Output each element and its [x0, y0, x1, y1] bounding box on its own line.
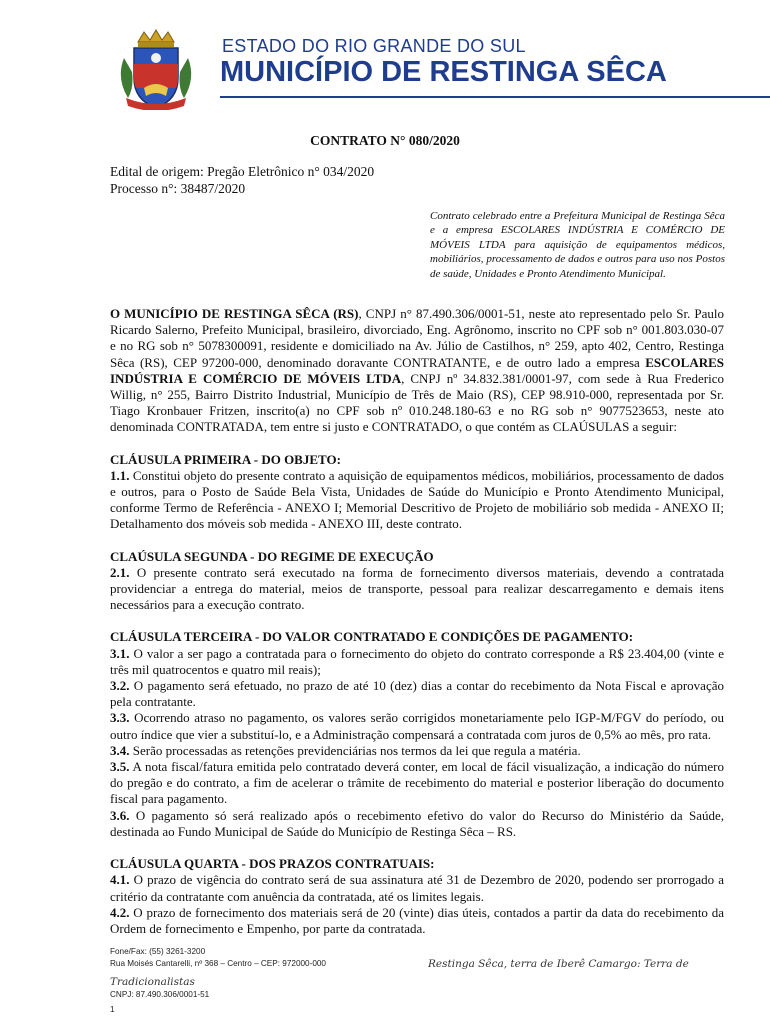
clause-item — [110, 646, 724, 678]
edital-line: Edital de origem: Pregão Eletrônico n° 034/2020 — [110, 164, 375, 179]
item-number: 3.5. — [110, 759, 130, 775]
item-text: O prazo de fornecimento dos materiais será de 20 (vinte) dias úteis, contados a partir da data do recebimento da Ordem de fornecimento e Empenho, por parte da contratada. — [110, 904, 724, 936]
item-number: 3.2. — [110, 678, 130, 694]
footer-motto-continued: Tradicionalistas — [110, 976, 195, 988]
item-number: 3.1. — [110, 645, 130, 661]
clause-item — [110, 872, 724, 904]
clause-item — [110, 743, 724, 759]
item-text: Constitui objeto do presente contrato a aquisição de equipamentos médicos, mobiliários, processamento de dados e outros, para o Posto de Saúde Bela Vista, Unidades de Saúde do Município e Pronto Atendimento Municipal, conforme Termo de Referência - ANEXO I; Memorial Descritivo de Projeto de mobiliário sob medida - ANEXO II; Detalhamento dos móveis sob medida - ANEXO III, deste contrato. — [110, 467, 724, 532]
item-number: 4.1. — [110, 872, 130, 888]
contract-title: CONTRATO N° 080/2020 — [310, 133, 460, 148]
clause-title: CLÁUSULA QUARTA - DOS PRAZOS CONTRATUAIS: — [110, 856, 435, 872]
contract-body — [110, 306, 724, 937]
clause-item — [110, 759, 724, 808]
municipality-name: MUNICÍPIO DE RESTINGA SÊCA — [220, 56, 667, 88]
item-text: Serão processadas as retenções previdenciárias nos termos da lei que regula a matéria. — [129, 742, 581, 758]
item-text: O pagamento será efetuado, no prazo de até 10 (dez) dias a contar do recebimento da Nota Fiscal e aprovação pela contratante. — [110, 678, 724, 710]
origin-info — [110, 163, 374, 197]
footer-cnpj: CNPJ: 87.490.306/0001-51 — [110, 990, 210, 999]
preamble — [110, 306, 724, 436]
clause-title: CLÁUSULA TERCEIRA - DO VALOR CONTRATADO E CONDIÇÕES DE PAGAMENTO: — [110, 629, 634, 645]
item-text: O valor a ser pago a contratada para o fornecimento do objeto do contrato corresponde a R$ 23.404,00 (vinte e três mil quatrocentos e quatro mil reais); — [110, 645, 724, 677]
clause-item — [110, 678, 724, 710]
item-text: O presente contrato será executado na forma de fornecimento diversos materiais, devendo a contratada providenciar a entrega do material, meios de transporte, pessoal para realizar descarregamento e demais itens necessários para a execução contrato. — [110, 564, 724, 613]
footer-motto: Restinga Sêca, terra de Iberê Camargo: Terra de — [428, 958, 689, 970]
clause-item — [110, 710, 724, 742]
state-name: ESTADO DO RIO GRANDE DO SUL — [222, 36, 526, 56]
clause-item — [110, 808, 724, 840]
preamble-text-2: , CNPJ nº 34.832.381/0001-97, com sede à Rua Frederico Willig, n° 255, Bairro Distrito Industrial, Município de Três de Maio (RS), CEP 98.910-000, representada por Sr. Tiago Kronbauer Fritzen, inscrito(a) no CPF sob nº 010.248.180-63 e no RG sob n° 9077523653, neste ato denominada CONTRATADA, tem entre si justo e CONTRATADO, o que contém as CLAÚSULAS a seguir: — [110, 370, 724, 435]
company-party: ESCOLARES INDÚSTRIA E COMÉRCIO DE MÓVEIS LTDA — [110, 354, 724, 386]
municipality-party: O MUNICÍPIO DE RESTINGA SÊCA (RS) — [110, 306, 359, 321]
clause-title: CLÁUSULA PRIMEIRA - DO OBJETO: — [110, 451, 341, 467]
item-text: O pagamento só será realizado após o recebimento efetivo do valor do Recurso do Ministério da Saúde, destinada ao Fundo Municipal de Saúde do Município de Restinga Sêca – RS. — [110, 807, 724, 839]
contract-summary: Contrato celebrado entre a Prefeitura Municipal de Restinga Sêca e a empresa ESCOLARES INDÚSTRIA E COMÉRCIO DE MÓVEIS LTDA para aquisição de equipamentos médicos, mobiliários, processamento de dados e outros para uso nos Postos de saúde, Unidades e Pronto Atendimento Municipal. — [430, 210, 725, 280]
clause-title: CLAÚSULA SEGUNDA - DO REGIME DE EXECUÇÃO — [110, 548, 434, 564]
item-text: Ocorrendo atraso no pagamento, os valores serão corrigidos monetariamente pelo IGP-M/FGV do período, ou outro índice que vier a substituí-lo, e a Administração compensará a contratada com juros de 0,5% ao mês, pro rata. — [110, 710, 724, 742]
item-number: 3.4. — [110, 742, 130, 758]
letterhead — [110, 28, 760, 108]
item-number: 2.1. — [110, 564, 130, 580]
item-number: 1.1. — [110, 467, 130, 483]
clause-item — [110, 565, 724, 614]
process-line: Processo n°: 38487/2020 — [110, 181, 246, 196]
clause-item — [110, 468, 724, 533]
item-number: 3.3. — [110, 710, 130, 726]
item-text: O prazo de vigência do contrato será de sua assinatura até 31 de Dezembro de 2020, podendo ser prorrogado a critério da contratante com anuência da contratada, até os limites legais. — [110, 872, 724, 904]
coat-of-arms-icon — [110, 28, 202, 110]
item-number: 3.6. — [110, 807, 130, 823]
preamble-text-1: , CNPJ n° 87.490.306/0001-51, neste ato representado pelo Sr. Paulo Ricardo Salerno, Prefeito Municipal, brasileiro, divorciado, Eng. Agrônomo, inscrito no CPF sob n° 001.803.030-07 e no RG sob n° 5078300091, residente e domiciliado na Av. Júlio de Castilhos, n° 259, apto 402, Centro, Restinga Sêca (RS), CEP 97200-000, denominado doravante CONTRATANTE, e de outro lado a empresa — [110, 306, 724, 370]
item-number: 4.2. — [110, 904, 130, 920]
footer-address: Rua Moisés Cantarelli, nº 368 – Centro – CEP: 972000-000 — [110, 959, 326, 968]
header-divider — [220, 96, 770, 98]
item-text: A nota fiscal/fatura emitida pelo contratado deverá conter, em local de fácil visualização, a indicação do número do pregão e do contrato, a fim de acelerar o trâmite de recebimento do material e posterior liberação do documento fiscal para pagamento. — [110, 759, 724, 807]
footer-phone: Fone/Fax: (55) 3261-3200 — [110, 947, 206, 956]
clause-item — [110, 905, 724, 937]
page-number: 1 — [110, 1005, 115, 1014]
